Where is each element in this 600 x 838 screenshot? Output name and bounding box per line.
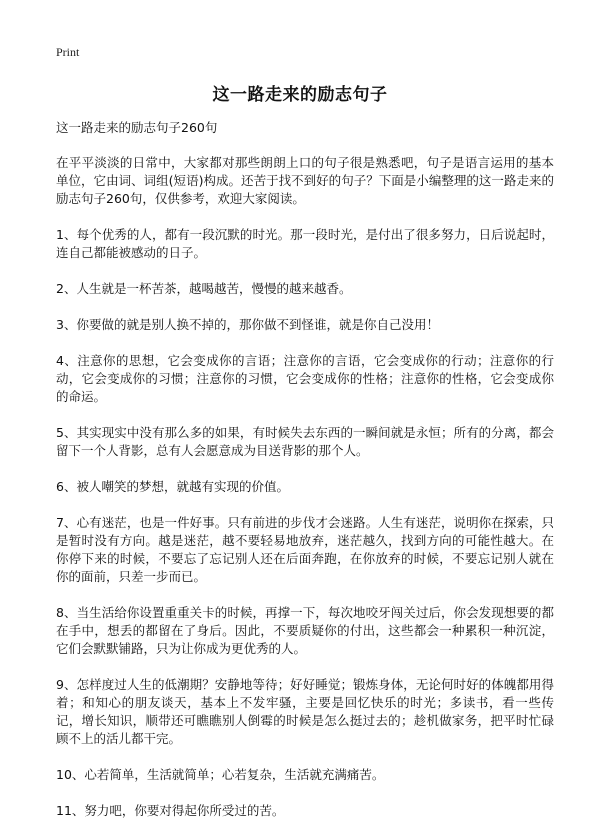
quote-paragraph: 8、当生活给你设置重重关卡的时候，再撑一下，每次地咬牙闯关过后，你会发现想要的都在手中，想丢的都留在了身后。因此，不要质疑你的付出，这些都会一种累积一种沉淀，它们会默默铺路，只为让你成为更优秀的人。 [56, 605, 554, 656]
page-title: 这一路走来的励志句子 [212, 85, 388, 105]
quote-paragraph: 1、每个优秀的人，都有一段沉默的时光。那一段时光，是付出了很多努力，日后说起时，连自己都能被感动的日子。 [56, 227, 554, 260]
article-subtitle: 这一路走来的励志句子260句 [56, 120, 218, 135]
article-body [56, 118, 554, 838]
print-link[interactable]: Print [56, 45, 80, 59]
quote-paragraph: 7、心有迷茫，也是一件好事。只有前进的步伐才会迷路。人生有迷茫，说明你在探索，只是暂时没有方向。越是迷茫，越不要轻易地放弃，迷茫越久，找到方向的可能性越大。在你停下来的时候，不要忘了忘记别人还在后面奔跑，在你放弃的时候，不要忘记别人就在你的面前，只差一步而已。 [56, 515, 554, 584]
quote-paragraph: 11、努力吧，你要对得起你所受过的苦。 [56, 803, 285, 818]
quote-paragraph: 10、心若简单，生活就简单；心若复杂，生活就充满痛苦。 [56, 767, 385, 782]
quote-paragraph: 2、人生就是一杯苦茶，越喝越苦，慢慢的越来越香。 [56, 281, 352, 296]
quote-paragraph: 9、怎样度过人生的低潮期？安静地等待；好好睡觉；锻炼身体，无论何时好的体魄都用得着；和知心的朋友谈天，基本上不发牢骚，主要是回忆快乐的时光；多读书，看一些传记，增长知识，顺带还可瞧瞧别人倒霉的时候是怎么挺过去的；趁机做家务，把平时忙碌顾不上的活儿都干完。 [56, 677, 554, 746]
intro-paragraph: 在平平淡淡的日常中，大家都对那些朗朗上口的句子很是熟悉吧，句子是语言运用的基本单位，它由词、词组(短语)构成。还苦于找不到好的句子？下面是小编整理的这一路走来的励志句子260句，仅供参考，欢迎大家阅读。 [56, 155, 554, 206]
quote-paragraph: 6、被人嘲笑的梦想，就越有实现的价值。 [56, 479, 289, 494]
quote-paragraph: 4、注意你的思想，它会变成你的言语；注意你的言语，它会变成你的行动；注意你的行动，它会变成你的习惯；注意你的习惯，它会变成你的性格；注意你的性格，它会变成你的命运。 [56, 353, 554, 404]
quote-paragraph: 5、其实现实中没有那么多的如果，有时候失去东西的一瞬间就是永恒；所有的分离，都会留下一个人背影，总有人会愿意成为目送背影的那个人。 [56, 425, 554, 458]
quote-paragraph: 3、你要做的就是别人换不掉的，那你做不到怪谁，就是你自己没用！ [56, 317, 439, 332]
